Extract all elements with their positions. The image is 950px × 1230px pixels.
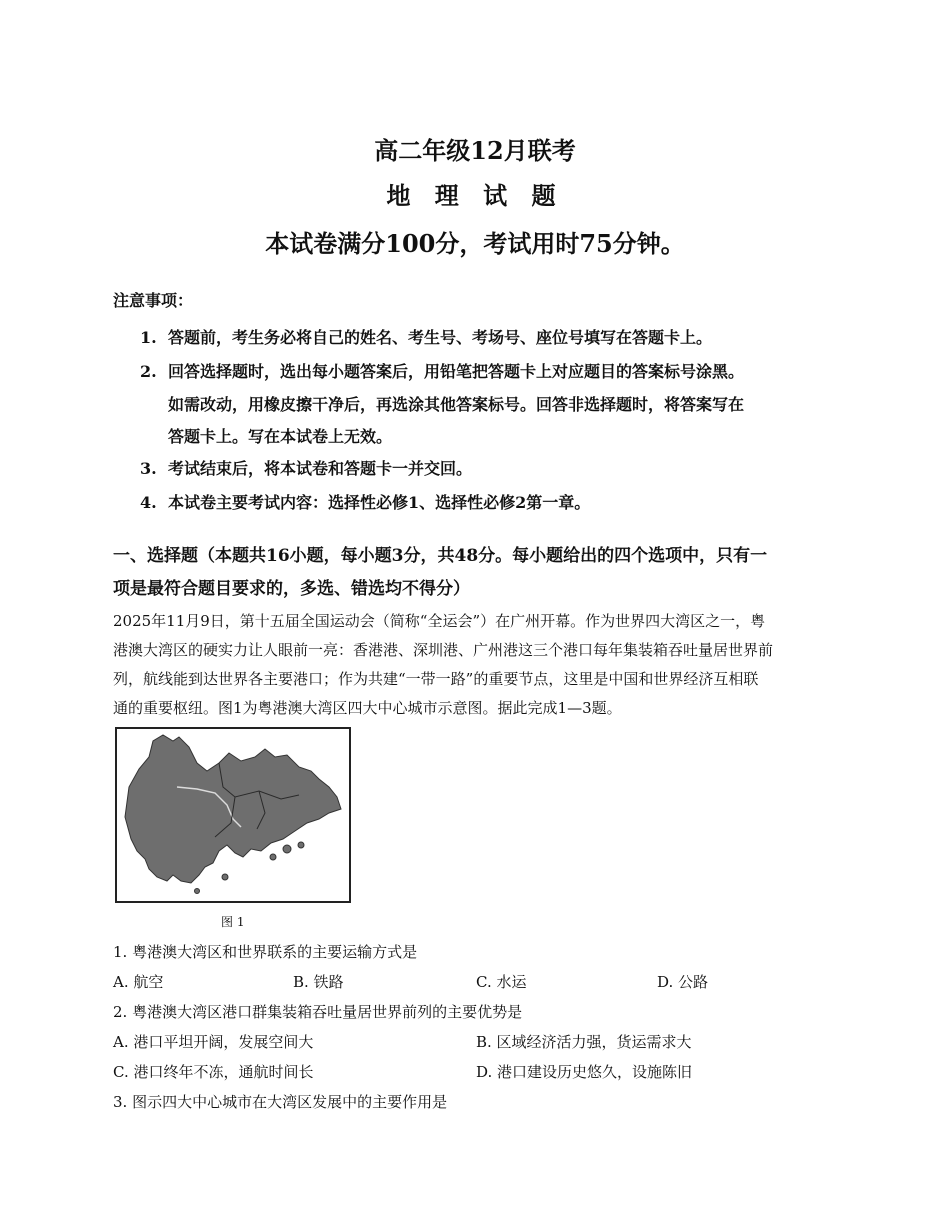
notice-item-text: 本试卷主要考试内容：选择性必修1、选择性必修2第一章。 [168,493,591,512]
subject-title: 地 理 试 题 [386,181,564,210]
q2-option-d: D. 港口建设历史悠久，设施陈旧 [476,1063,693,1081]
notice-item-number: 2. [140,362,157,381]
notice-item-text: 答题前，考生务必将自己的姓名、考生号、考场号、座位号填写在答题卡上。 [168,328,713,347]
notice-item-2 [140,359,744,382]
notice-item-4 [140,490,590,513]
passage-line-2: 港澳大湾区的硬实力让人眼前一亮：香港港、深圳港、广州港这三个港口每年集装箱吞吐量居世界前 [113,641,774,659]
q2-option-b: B. 区域经济活力强，货运需求大 [476,1033,692,1051]
notice-heading: 注意事项： [113,291,194,310]
passage-line-3: 列，航线能到达世界各主要港口；作为共建“一带一路”的重要节点，这里是中国和世界经济互相联 [113,670,759,688]
exam-subtitle: 本试卷满分100分，考试用时75分钟。 [265,229,685,258]
q1-option-a: A. 航空 [113,973,164,991]
q2-option-a: A. 港口平坦开阔，发展空间大 [113,1033,314,1051]
figure-caption: 图 1 [221,915,245,929]
island [298,842,304,848]
q1-option-b: B. 铁路 [293,973,344,991]
island [283,845,291,853]
passage-line-1: 2025年11月9日，第十五届全国运动会（简称“全运会”）在广州开幕。作为世界四大湾区之一，粤 [113,612,766,630]
notice-item-3 [140,456,472,479]
notice-item-number: 1. [140,328,157,347]
bay-area-map [115,727,351,903]
passage-line-4: 通的重要枢纽。图1为粤港澳大湾区四大中心城市示意图。据此完成1—3题。 [113,699,622,717]
notice-item-number: 3. [140,459,157,478]
exam-title: 高二年级12月联考 [374,136,576,165]
notice-item-1 [140,325,712,348]
notice-item-text: 回答选择题时，选出每小题答案后，用铅笔把答题卡上对应题目的答案标号涂黑。 [168,362,745,381]
question-3-stem: 3. 图示四大中心城市在大湾区发展中的主要作用是 [113,1093,448,1111]
section-heading-line-1: 一、选择题（本题共16小题，每小题3分，共48分。每小题给出的四个选项中，只有一 [113,546,768,566]
question-2-stem: 2. 粤港澳大湾区港口群集装箱吞吐量居世界前列的主要优势是 [113,1003,523,1021]
island [270,854,276,860]
q1-option-c: C. 水运 [476,973,527,991]
q1-option-d: D. 公路 [657,973,709,991]
notice-item-2-line-2: 如需改动，用橡皮擦干净后，再选涂其他答案标号。回答非选择题时，将答案写在 [168,395,745,414]
question-1-stem: 1. 粤港澳大湾区和世界联系的主要运输方式是 [113,943,418,961]
notice-item-2-line-3: 答题卡上。写在本试卷上无效。 [168,427,393,446]
island [195,889,200,894]
notice-item-number: 4. [140,493,157,512]
notice-item-text: 考试结束后，将本试卷和答题卡一并交回。 [168,459,473,478]
island [222,874,228,880]
q2-option-c: C. 港口终年不冻，通航时间长 [113,1063,314,1081]
section-heading-line-2: 项是最符合题目要求的，多选、错选均不得分） [113,579,470,599]
